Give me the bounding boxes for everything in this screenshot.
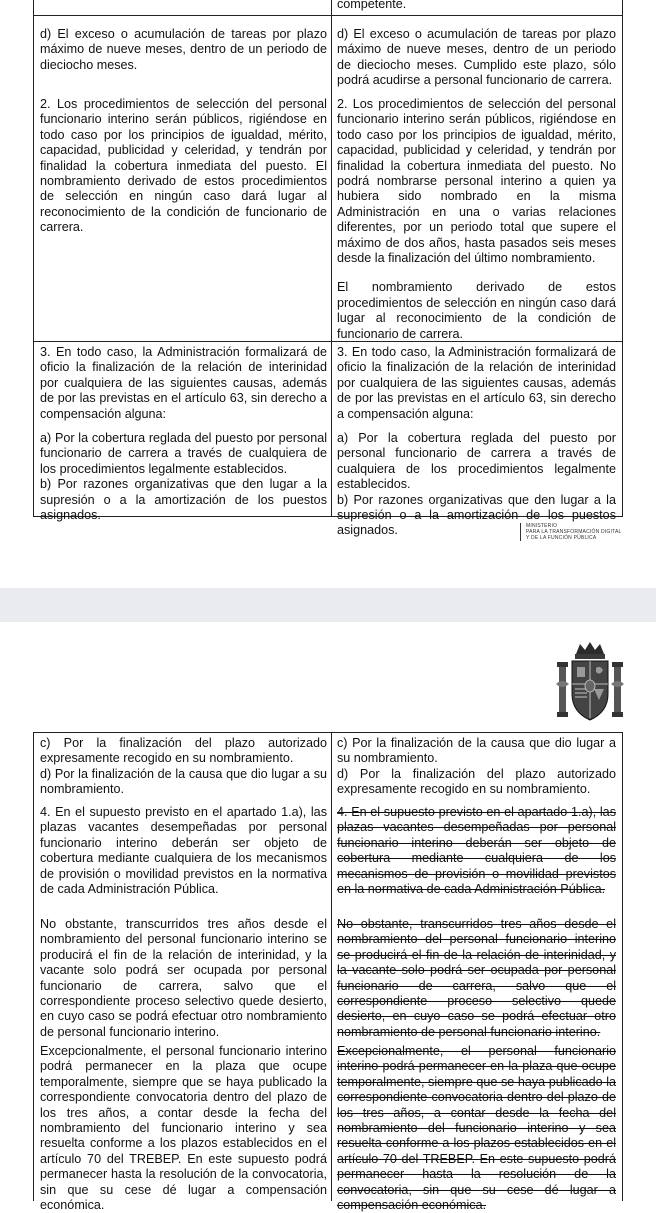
cell-left-no-obstante: No obstante, transcurridos tres años desde el nombramiento del personal funcionario interino se producirá el fin de la relación de interinidad, y la vacante solo podrá ser ocupada por personal funcionario de carrera, salvo que el correspondiente proceso selectivo quede desierto, en cuyo caso se podrá efectuar otro nombramiento de personal funcionario interino. xyxy=(40,917,327,1039)
cell-right-section-3: 3. En todo caso, la Administración formalizará de oficio la finalización de la relación de interinidad por cualquiera de las siguientes causas, además de por las previstas en el artículo 63, sin derecho a compensación alguna: xyxy=(337,345,616,421)
comparison-table-2 xyxy=(33,732,623,1213)
document-page-1 xyxy=(0,0,656,588)
column-divider xyxy=(331,0,332,516)
cell-left-section-3: 3. En todo caso, la Administración formalizará de oficio la finalización de la relación de interinidad por cualquiera de las siguientes causas, además de por las previstas en el artículo 63, sin derecho a compensación alguna: xyxy=(40,345,327,421)
ministry-logo: MINISTERIO PARA LA TRANSFORMACIÓN DIGITAL Y DE LA FUNCIÓN PÚBLICA xyxy=(520,523,621,541)
cell-right-section-2: 2. Los procedimientos de selección del personal funcionario interino serán públicos, rigiéndose en todo caso por los principios de igualdad, mérito, capacidad, publicidad y celeridad, y tendrán por finalidad la cobertura inmediata del puesto. No podrá nombrarse personal interino a quien ya hubiera sido nombrado en la misma Administración en una o varias relaciones diferentes, por un periodo total que supere el máximo de dos años, hasta pasados seis meses desde la finalización del último nombramiento. El nombramiento derivado de estos procedimientos de selección en ningún caso dará lugar al reconocimiento de la condición de funcionario de carrera. xyxy=(337,97,616,341)
cell-right-a-b: a) Por la cobertura reglada del puesto por personal funcionario de carrera a través de cualquiera de los procedimientos legalmente establecidos. b) Por razones organizativas que den lugar a la supresión o a la amortización de los puestos asignados. xyxy=(337,431,616,538)
cell-right-section-4-struck: 4. En el supuesto previsto en el apartado 1.a), las plazas vacantes desempeñadas por personal funcionario interino deberán ser objeto de cobertura mediante cualquiera de los mecanismos de provisión o movilidad previstos en la normativa de cada Administración Pública. xyxy=(337,805,616,897)
cell-left-section-2: 2. Los procedimientos de selección del personal funcionario interino serán públicos, rigiéndose en todo caso por los principios de igualdad, mérito, capacidad, publicidad y celeridad, y tendrán por finalidad la cobertura inmediata del puesto. El nombramiento derivado de estos procedimientos de selección en ningún caso dará lugar al reconocimiento de la condición de funcionario de carrera. xyxy=(40,97,327,235)
cell-left-a-b: a) Por la cobertura reglada del puesto por personal funcionario de carrera a través de cualquiera de los procedimientos legalmente establecidos. b) Por razones organizativas que den lugar a la supresión o a la amortización de los puestos asignados. xyxy=(40,431,327,523)
page-separator xyxy=(0,588,656,622)
cell-right-excepcionalmente-struck: Excepcionalmente, el personal funcionario interino podrá permanecer en la plaza que ocupe temporalmente, siempre que se haya publicado la correspondiente convocatoria dentro del plazo de los tres años, a contar desde la fecha del nombramiento del funcionario interino y sea resuelta conforme a los plazos establecidos en el artículo 70 del TREBEP. En este supuesto podrá permanecer hasta la resolución de la convocatoria, sin que su cese dé lugar a compensación económica. xyxy=(337,1044,616,1213)
document-page-2 xyxy=(0,622,656,1213)
cell-left-section-4: 4. En el supuesto previsto en el apartado 1.a), las plazas vacantes desempeñadas por personal funcionario interino deberán ser objeto de cobertura mediante cualquiera de los mecanismos de provisión o movilidad previstos en la normativa de cada Administración Pública. xyxy=(40,805,327,897)
column-divider xyxy=(331,733,332,1201)
row-divider xyxy=(34,15,622,16)
cell-left-excepcionalmente: Excepcionalmente, el personal funcionario interino podrá permanecer en la plaza que ocupe temporalmente, siempre que se haya publicado la correspondiente convocatoria dentro del plazo de los tres años, a contar desde la fecha del nombramiento del funcionario interino y sea resuelta conforme a los plazos establecidos en el artículo 70 del TREBEP. En este supuesto podrá permanecer hasta la resolución de la convocatoria, sin que su cese dé lugar a compensación económica. xyxy=(40,1044,327,1213)
cell-left-c-d: c) Por la finalización del plazo autorizado expresamente recogido en su nombramiento. d) Por la finalización de la causa que dio lugar a su nombramiento. xyxy=(40,736,327,797)
spanish-coat-of-arms-icon xyxy=(556,640,624,726)
cell-right-d: d) El exceso o acumulación de tareas por plazo máximo de nueve meses, dentro de un periodo de dieciocho meses. Cumplido este plazo, sólo podrá acudirse a personal funcionario de carrera. xyxy=(337,27,616,88)
cell-left-d: d) El exceso o acumulación de tareas por plazo máximo de nueve meses, dentro de un periodo de dieciocho meses. xyxy=(40,27,327,72)
cell-right-competente: competente. xyxy=(337,0,407,11)
cell-right-c-d: c) Por la finalización de la causa que dio lugar a su nombramiento. d) Por la finalización del plazo autorizado expresamente recogido en su nombramiento. xyxy=(337,736,616,797)
cell-right-no-obstante-struck: No obstante, transcurridos tres años desde el nombramiento del personal funcionario interino se producirá el fin de la relación de interinidad, y la vacante solo podrá ser ocupada por personal funcionario de carrera, salvo que el correspondiente proceso selectivo quede desierto, en cuyo caso se podrá efectuar otro nombramiento de personal funcionario interino. xyxy=(337,917,616,1039)
